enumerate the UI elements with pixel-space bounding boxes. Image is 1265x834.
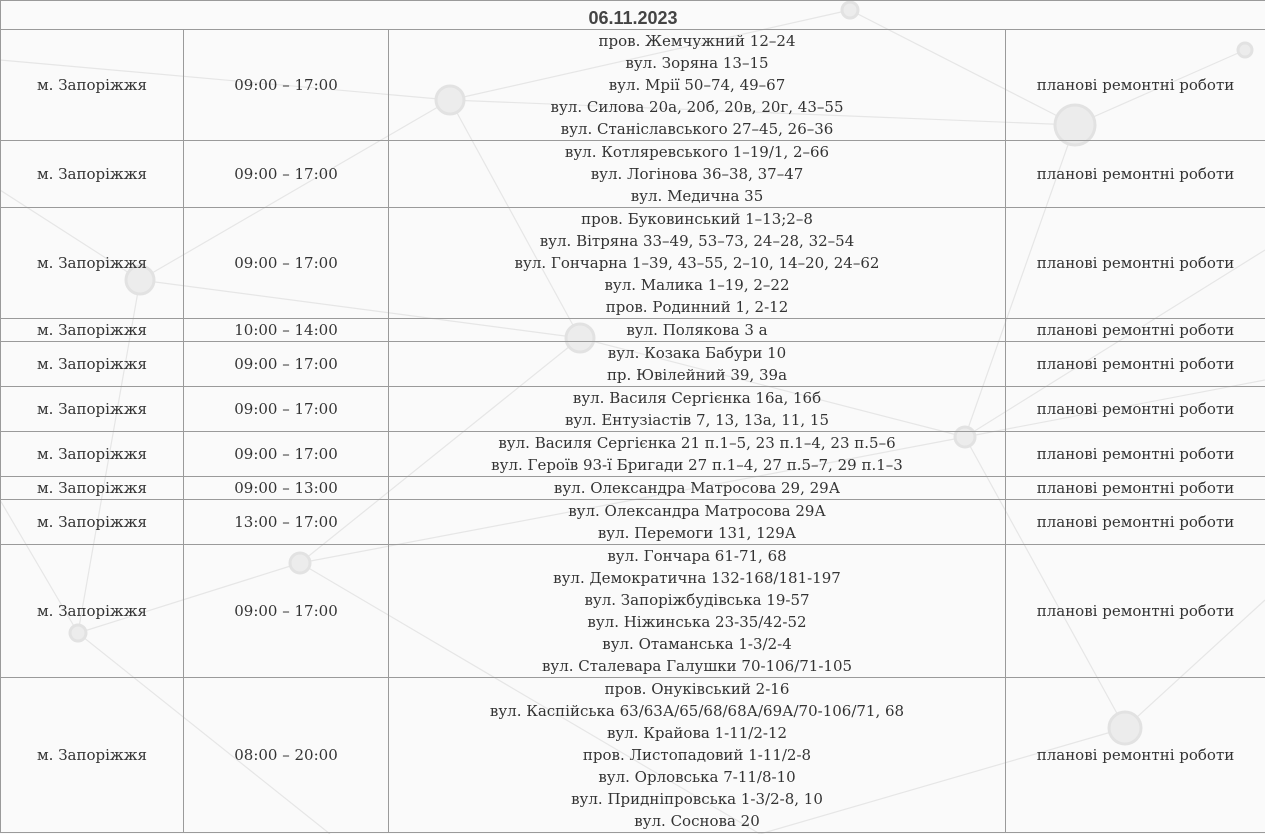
reason-cell: планові ремонтні роботи bbox=[1006, 678, 1265, 833]
time-cell: 09:00 – 17:00 bbox=[184, 432, 389, 477]
address-line: пр. Ювілейний 39, 39а bbox=[606, 366, 788, 384]
addresses-cell bbox=[389, 500, 1006, 545]
addresses-cell bbox=[389, 208, 1006, 319]
addresses-cell bbox=[389, 545, 1006, 678]
time-cell: 09:00 – 17:00 bbox=[184, 387, 389, 432]
city-cell: м. Запоріжжя bbox=[1, 319, 184, 342]
reason-cell: планові ремонтні роботи bbox=[1006, 319, 1265, 342]
address-line: вул. Сталевара Галушки 70-106/71-105 bbox=[541, 657, 853, 675]
address-line: пров. Жемчужний 12–24 bbox=[598, 32, 796, 50]
time-cell: 08:00 – 20:00 bbox=[184, 678, 389, 833]
addresses-cell bbox=[389, 141, 1006, 208]
table-row bbox=[1, 678, 1265, 833]
reason-cell: планові ремонтні роботи bbox=[1006, 500, 1265, 545]
address-line: вул. Запоріжбудівська 19-57 bbox=[584, 591, 810, 609]
reason-cell: планові ремонтні роботи bbox=[1006, 141, 1265, 208]
address-line: вул. Вітряна 33–49, 53–73, 24–28, 32–54 bbox=[539, 232, 855, 250]
table-row bbox=[1, 432, 1265, 477]
reason-cell: планові ремонтні роботи bbox=[1006, 545, 1265, 678]
address-line: вул. Крайова 1-11/2-12 bbox=[606, 724, 788, 742]
address-line: вул. Ніжинська 23-35/42-52 bbox=[587, 613, 807, 631]
address-line: пров. Листопадовий 1-11/2-8 bbox=[582, 746, 812, 764]
table-row bbox=[1, 319, 1265, 342]
time-cell: 09:00 – 17:00 bbox=[184, 342, 389, 387]
addresses-cell bbox=[389, 477, 1006, 500]
date-row bbox=[1, 1, 1265, 30]
time-cell: 09:00 – 17:00 bbox=[184, 30, 389, 141]
address-line: вул. Василя Сергієнка 21 п.1–5, 23 п.1–4, 23 п.5–6 bbox=[498, 434, 896, 452]
city-cell: м. Запоріжжя bbox=[1, 545, 184, 678]
address-line: вул. Олександра Матросова 29, 29А bbox=[553, 479, 841, 497]
address-line: вул. Соснова 20 bbox=[634, 812, 760, 830]
address-line: вул. Придніпровська 1-3/2-8, 10 bbox=[571, 790, 823, 808]
addresses-cell bbox=[389, 342, 1006, 387]
address-line: вул. Станіславського 27–45, 26–36 bbox=[560, 120, 834, 138]
addresses-cell bbox=[389, 30, 1006, 141]
address-line: вул. Мрії 50–74, 49–67 bbox=[608, 76, 786, 94]
address-line: вул. Героїв 93-ї Бригади 27 п.1–4, 27 п.5–7, 29 п.1–3 bbox=[491, 456, 903, 474]
date-header: 06.11.2023 bbox=[1, 1, 1265, 30]
address-line: вул. Медична 35 bbox=[630, 187, 764, 205]
address-line: вул. Малика 1–19, 2–22 bbox=[604, 276, 790, 294]
city-cell: м. Запоріжжя bbox=[1, 500, 184, 545]
addresses-cell bbox=[389, 319, 1006, 342]
address-line: вул. Перемоги 131, 129А bbox=[597, 524, 797, 542]
reason-cell: планові ремонтні роботи bbox=[1006, 477, 1265, 500]
table-row bbox=[1, 500, 1265, 545]
time-cell: 09:00 – 17:00 bbox=[184, 208, 389, 319]
address-line: вул. Ентузіастів 7, 13, 13а, 11, 15 bbox=[564, 411, 830, 429]
reason-cell: планові ремонтні роботи bbox=[1006, 432, 1265, 477]
address-line: вул. Орловська 7-11/8-10 bbox=[598, 768, 796, 786]
city-cell: м. Запоріжжя bbox=[1, 208, 184, 319]
address-line: пров. Родинний 1, 2-12 bbox=[605, 298, 789, 316]
address-line: вул. Козака Бабури 10 bbox=[607, 344, 787, 362]
address-line: вул. Олександра Матросова 29А bbox=[568, 502, 826, 520]
address-line: вул. Гончарна 1–39, 43–55, 2–10, 14–20, 24–62 bbox=[514, 254, 880, 272]
city-cell: м. Запоріжжя bbox=[1, 477, 184, 500]
address-line: вул. Василя Сергієнка 16а, 16б bbox=[572, 389, 822, 407]
reason-cell: планові ремонтні роботи bbox=[1006, 30, 1265, 141]
table-row bbox=[1, 477, 1265, 500]
reason-cell: планові ремонтні роботи bbox=[1006, 342, 1265, 387]
address-line: вул. Логінова 36–38, 37–47 bbox=[590, 165, 804, 183]
reason-cell: планові ремонтні роботи bbox=[1006, 387, 1265, 432]
address-line: пров. Онуківський 2-16 bbox=[604, 680, 790, 698]
address-line: вул. Демократична 132-168/181-197 bbox=[553, 569, 841, 587]
address-line: вул. Силова 20а, 20б, 20в, 20г, 43–55 bbox=[550, 98, 844, 116]
address-line: вул. Гончара 61-71, 68 bbox=[607, 547, 787, 565]
table-row bbox=[1, 208, 1265, 319]
table-row bbox=[1, 141, 1265, 208]
table-row bbox=[1, 30, 1265, 141]
time-cell: 13:00 – 17:00 bbox=[184, 500, 389, 545]
addresses-cell bbox=[389, 432, 1006, 477]
time-cell: 09:00 – 17:00 bbox=[184, 141, 389, 208]
city-cell: м. Запоріжжя bbox=[1, 678, 184, 833]
time-cell: 09:00 – 17:00 bbox=[184, 545, 389, 678]
city-cell: м. Запоріжжя bbox=[1, 387, 184, 432]
address-line: пров. Буковинський 1–13;2–8 bbox=[581, 210, 813, 228]
address-line: вул. Отаманська 1-3/2-4 bbox=[602, 635, 792, 653]
city-cell: м. Запоріжжя bbox=[1, 342, 184, 387]
city-cell: м. Запоріжжя bbox=[1, 141, 184, 208]
time-cell: 10:00 – 14:00 bbox=[184, 319, 389, 342]
address-line: вул. Котляревського 1–19/1, 2–66 bbox=[564, 143, 830, 161]
address-line: вул. Зоряна 13–15 bbox=[625, 54, 769, 72]
addresses-cell bbox=[389, 678, 1006, 833]
address-line: вул. Каспійська 63/63А/65/68/68А/69А/70-106/71, 68 bbox=[489, 702, 905, 720]
table-row bbox=[1, 342, 1265, 387]
city-cell: м. Запоріжжя bbox=[1, 30, 184, 141]
addresses-cell bbox=[389, 387, 1006, 432]
table-row bbox=[1, 387, 1265, 432]
address-line: вул. Полякова 3 а bbox=[626, 321, 768, 339]
table-row bbox=[1, 545, 1265, 678]
time-cell: 09:00 – 13:00 bbox=[184, 477, 389, 500]
reason-cell: планові ремонтні роботи bbox=[1006, 208, 1265, 319]
city-cell: м. Запоріжжя bbox=[1, 432, 184, 477]
